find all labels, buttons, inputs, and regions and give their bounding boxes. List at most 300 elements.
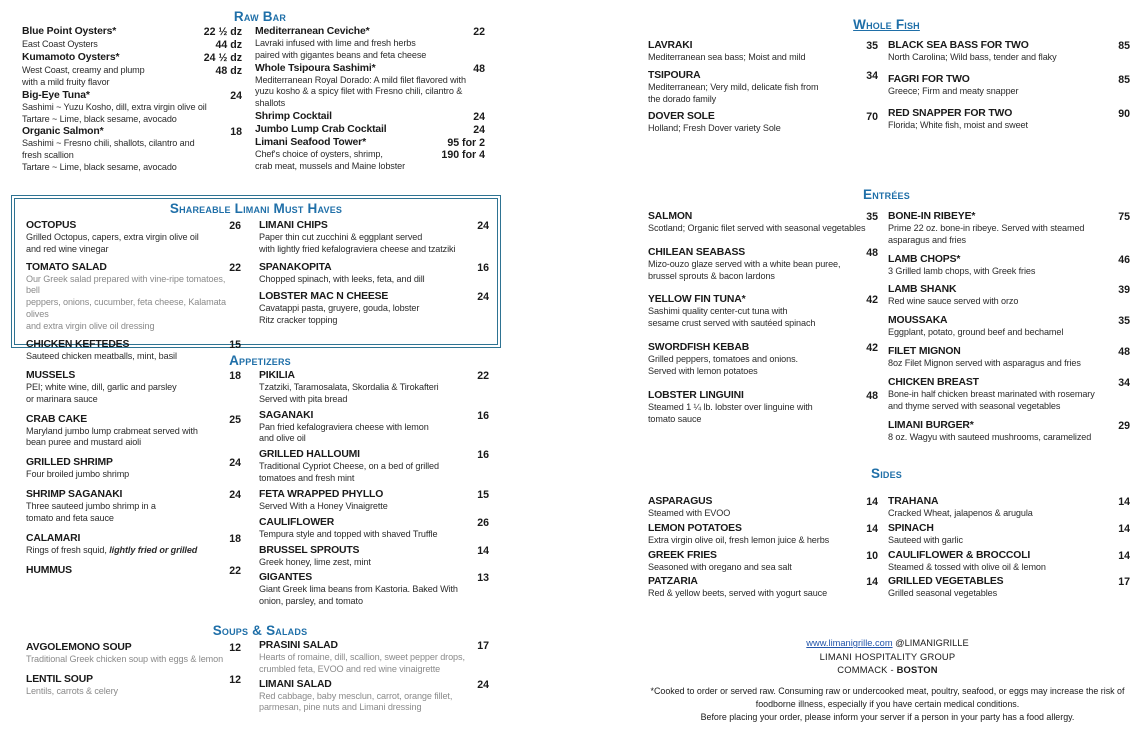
menu-item-price: 34 [1118, 376, 1130, 389]
sides-right-column [888, 496, 1130, 603]
menu-item-name: ASPARAGUS [648, 496, 713, 507]
menu-item-price: 48 [1118, 346, 1130, 359]
menu-item-desc: Sashimi ~ Yuzu Kosho, dill, extra virgin olive oil [22, 101, 207, 112]
menu-item-desc: crab meat, mussels and Maine lobster [255, 161, 406, 172]
menu-item-desc-emphasis: lightly fried or grilled [106, 544, 198, 555]
section-title-must-haves: Shareable Limani Must Haves [169, 201, 343, 216]
menu-item-desc: Lavraki infused with lime and fresh herbs [255, 38, 416, 48]
menu-item-row [888, 40, 1130, 52]
menu-item-desc: or marinara sauce [26, 393, 98, 404]
menu-item-name: DOVER SOLE [648, 111, 715, 123]
menu-item-name: MOUSSAKA [888, 315, 948, 327]
menu-item [26, 220, 241, 256]
menu-item-row [648, 550, 878, 562]
menu-item [26, 262, 241, 333]
menu-item-desc: Cracked Wheat, jalapenos & arugula [888, 508, 1033, 518]
menu-item-name: West Coast, creamy and plump [22, 65, 145, 75]
menu-item-name: CALAMARI [26, 532, 81, 544]
menu-item-name: GRILLED VEGETABLES [888, 576, 1004, 588]
menu-item-row [255, 63, 485, 75]
menu-item-desc: Steamed & tossed with olive oil & lemon [888, 561, 1046, 572]
menu-item-name: BONE-IN RIBEYE* [888, 211, 976, 222]
menu-item-price: 24 [473, 111, 485, 124]
menu-item [22, 26, 242, 38]
menu-item-desc: Florida; White fish, moist and sweet [888, 119, 1028, 130]
menu-item-price: 14 [477, 544, 489, 557]
menu-item-name: Blue Point Oysters* [22, 26, 117, 37]
menu-item-name: LIMANI CHIPS [259, 220, 328, 231]
soups-salads-right-column [259, 640, 489, 717]
menu-item [259, 679, 489, 715]
menu-item-desc: and thyme served with seasonal vegetables [888, 400, 1061, 411]
menu-item-desc: Steamed with EVOO [648, 508, 731, 518]
menu-item [22, 90, 242, 126]
menu-item-row [22, 126, 242, 138]
menu-item-desc: Three sauteed jumbo shrimp in a [26, 501, 156, 512]
menu-item [26, 370, 241, 406]
menu-item-price: 48 [866, 389, 878, 402]
menu-item-price: 35 [866, 40, 878, 52]
entrees-right-column [888, 211, 1130, 450]
locations-line [640, 664, 1135, 675]
menu-item-price: 22 [473, 26, 485, 38]
menu-item-price: 26 [229, 220, 241, 232]
menu-item-price: 24 ½ dz [203, 52, 242, 64]
disclaimer-line-2: foodborne illness, especially if you have certain medical conditions. [755, 698, 1020, 709]
menu-item-price: 12 [229, 642, 241, 654]
menu-item-desc: Traditional Greek chicken soup with eggs & lemon [26, 654, 224, 664]
menu-item-name: CHILEAN SEABASS [648, 246, 746, 258]
menu-item-price: 16 [477, 449, 489, 462]
menu-item-desc: Tzatziki, Taramosalata, Skordalia & Tirokafteri [259, 382, 439, 392]
menu-item-row [22, 26, 242, 38]
menu-item-row [259, 291, 489, 303]
menu-item-price: 13 [477, 572, 489, 585]
menu-item-desc: Red & yellow beets, served with yogurt sauce [648, 588, 828, 599]
entrees-left-column [648, 211, 878, 437]
menu-item-price: 18 [229, 532, 241, 545]
section-must-haves [14, 202, 498, 217]
menu-item-desc: 3 Grilled lamb chops, with Greek fries [888, 265, 1036, 276]
menu-item-desc: 8 oz. Wagyu with sauteed mushrooms, caramelized [888, 431, 1092, 442]
menu-item-desc: with lightly fried kefalograviera cheese and tzatziki [259, 243, 456, 254]
menu-item-row [648, 294, 878, 306]
menu-item-name: Whole Tsipoura Sashimi* [255, 62, 376, 74]
menu-item-desc: Paper thin cut zucchini & eggplant served [259, 232, 423, 242]
menu-item-desc: Pan fried kefalograviera cheese with lemon [259, 421, 429, 432]
menu-item-name: PIKILIA [259, 370, 295, 381]
menu-item-price: 22 [477, 370, 489, 382]
menu-item [888, 576, 1130, 600]
menu-item-price: 17 [1118, 576, 1130, 589]
menu-item [648, 550, 878, 574]
menu-item-price: 29 [1118, 419, 1130, 432]
menu-item-price: 22 [229, 564, 241, 577]
menu-item-desc: Greece; Firm and meaty snapper [888, 85, 1019, 96]
menu-item-desc: Holland; Fresh Dover variety Sole [648, 123, 781, 134]
menu-item-desc: yuzu kosho & a spicy filet with Fresno chili, cilantro & [255, 86, 463, 97]
menu-item-desc: Our Greek salad prepared with vine-ripe tomatoes, bell [26, 273, 226, 296]
menu-item-name: SALMON [648, 211, 693, 222]
menu-item-price: 24 [477, 678, 489, 691]
menu-item [26, 565, 241, 577]
menu-item-desc: Greek honey, lime zest, mint [259, 556, 371, 567]
section-title-entrees: Entrées [863, 187, 910, 202]
menu-item-desc: PEI; white wine, dill, garlic and parsley [26, 382, 177, 392]
menu-item [255, 26, 485, 62]
menu-item-row [888, 420, 1130, 432]
menu-item-row [22, 65, 242, 77]
menu-item-name: LENTIL SOUP [26, 673, 93, 685]
menu-item-row [888, 346, 1130, 358]
menu-item [255, 63, 485, 110]
menu-item-desc: Maryland jumbo lump crabmeat served with [26, 425, 198, 436]
footer-web-line [640, 638, 1135, 648]
menu-item-row [888, 211, 1130, 223]
menu-item-row [888, 523, 1130, 535]
section-title-appetizers: Appetizers [229, 353, 291, 368]
menu-item-name: LOBSTER MAC N CHEESE [259, 291, 389, 303]
menu-item-row [255, 111, 485, 123]
menu-item-desc: Traditional Cypriot Cheese, on a bed of grilled [259, 461, 439, 472]
menu-item-row [22, 39, 242, 51]
menu-item-desc: Chef's choice of oysters, shrimp, [255, 149, 383, 160]
menu-item-price: 25 [229, 413, 241, 426]
section-soups-salads [0, 624, 520, 639]
menu-item-price: 14 [866, 522, 878, 535]
menu-item-name: LOBSTER LINGUINI [648, 389, 744, 401]
menu-item-name: BRUSSEL SPROUTS [259, 544, 360, 556]
menu-item-row [259, 545, 489, 557]
menu-item [259, 572, 489, 608]
menu-item-desc: Served with pita bread [259, 393, 348, 404]
menu-item-desc: Mediterranean; Very mild, delicate fish from [648, 81, 819, 92]
website-link[interactable]: www.limanigrille.com [806, 638, 893, 648]
menu-item-desc: Mediterranean Royal Dorado: A mild filet flavored with [255, 74, 466, 85]
menu-item-name: FILET MIGNON [888, 346, 961, 358]
menu-item-price: 14 [1118, 522, 1130, 535]
menu-item [259, 545, 489, 569]
location-commack: COMMACK - [837, 664, 897, 675]
menu-item-price: 24 [473, 124, 485, 137]
section-title-sides: Sides [870, 466, 902, 481]
menu-item [22, 39, 242, 51]
menu-item-row [259, 370, 489, 382]
menu-item [259, 370, 489, 406]
menu-item-row [26, 339, 241, 351]
disclaimer-line-1: *Cooked to order or served raw. Consuming raw or undercooked meat, poultry, seafood, or eggs may increase the risk of [650, 686, 1125, 696]
menu-item-row [26, 220, 241, 232]
menu-item-name: Shrimp Cocktail [255, 111, 332, 123]
menu-item-price: 10 [866, 549, 878, 562]
menu-item-row [888, 108, 1130, 120]
menu-item-price: 24 [229, 489, 241, 502]
menu-item [648, 294, 878, 330]
menu-item-price: 18 [229, 370, 241, 382]
menu-item-desc: with a mild fruity flavor [22, 77, 110, 87]
menu-item-row [259, 220, 489, 232]
menu-item-desc: sesame crust served with sautéed spinach [648, 318, 816, 329]
menu-item-price: 70 [866, 111, 878, 124]
menu-item-name: TOMATO SALAD [26, 261, 107, 273]
section-entrees [635, 188, 1138, 203]
menu-item-name: Organic Salmon* [22, 126, 104, 138]
menu-item-row [888, 576, 1130, 588]
menu-item-desc: and olive oil [259, 433, 306, 444]
menu-item-row [22, 52, 242, 64]
menu-item-name: YELLOW FIN TUNA* [648, 294, 746, 306]
menu-item [648, 247, 878, 283]
menu-item-name: AVGOLEMONO SOUP [26, 642, 132, 653]
menu-item-name: TSIPOURA [648, 69, 701, 81]
menu-item-name: FETA WRAPPED PHYLLO [259, 488, 384, 500]
appetizers-left-column [26, 370, 241, 585]
menu-item-price: 12 [229, 673, 241, 686]
menu-item-desc-row [255, 149, 485, 161]
menu-item-price: 35 [1118, 315, 1130, 328]
hospitality-group: LIMANI HOSPITALITY GROUP [819, 651, 956, 662]
menu-item-row [888, 284, 1130, 296]
menu-item-price: 22 ½ dz [203, 26, 242, 38]
soups-salads-left-column [26, 642, 241, 706]
menu-item [259, 262, 489, 286]
menu-item-price: 22 [229, 261, 241, 274]
menu-item [259, 449, 489, 485]
section-sides [635, 467, 1138, 482]
menu-item [259, 640, 489, 676]
menu-item-desc: Red wine sauce served with orzo [888, 296, 1019, 307]
disclaimer-line-3: Before placing your order, please inform your server if a person in your party has a food allergy. [700, 711, 1075, 722]
menu-item-row [26, 457, 241, 469]
menu-item [648, 390, 878, 426]
menu-item-row [888, 550, 1130, 562]
menu-item [26, 674, 241, 698]
menu-item-desc: tomatoes and fresh mint [259, 473, 355, 484]
menu-item-row [259, 262, 489, 274]
menu-item-name: FAGRI FOR TWO [888, 73, 970, 85]
menu-item [255, 111, 485, 123]
menu-item-name: CAULIFLOWER [259, 516, 335, 528]
menu-item-name: Jumbo Lump Crab Cocktail [255, 124, 387, 136]
menu-item-desc: Mediterranean sea bass; Moist and mild [648, 52, 806, 62]
menu-item [26, 642, 241, 666]
menu-item-row [648, 342, 878, 354]
appetizers-right-column [259, 370, 489, 612]
menu-item-name: Mediterranean Ceviche* [255, 26, 370, 37]
menu-item-name: SWORDFISH KEBAB [648, 342, 750, 354]
menu-item-desc: Red cabbage, baby mesclun, carrot, orange fillet, [259, 690, 453, 701]
menu-item-price: 44 dz [215, 39, 242, 51]
menu-item [888, 40, 1130, 64]
menu-item [888, 211, 1130, 247]
menu-item-price: 48 [866, 246, 878, 259]
menu-item-price: 14 [1118, 496, 1130, 508]
menu-item [22, 126, 242, 173]
menu-item-name: SPANAKOPITA [259, 261, 332, 273]
menu-item-row [26, 533, 241, 545]
menu-item-price: 24 [477, 291, 489, 304]
menu-item-name: HUMMUS [26, 564, 72, 576]
whole-fish-left-column [648, 40, 878, 141]
menu-item-desc: crumbled feta, EVOO and red wine vinaigrette [259, 663, 441, 674]
menu-item-price: 14 [1118, 549, 1130, 562]
menu-item-row [255, 124, 485, 136]
menu-item-row [888, 377, 1130, 389]
menu-item [259, 291, 489, 327]
menu-item-desc: Grilled Octopus, capers, extra virgin olive oil [26, 232, 199, 242]
menu-item-price: 14 [866, 496, 878, 508]
menu-item-price: 17 [477, 640, 489, 652]
menu-item-price: 24 [229, 457, 241, 470]
menu-item-row [648, 390, 878, 402]
menu-item [888, 108, 1130, 132]
menu-item-row [26, 489, 241, 501]
menu-item [26, 414, 241, 450]
menu-item-desc: bean puree and mustard aioli [26, 437, 141, 448]
menu-item-row [26, 642, 241, 654]
menu-item-price: 90 [1118, 107, 1130, 120]
section-appetizers [0, 354, 520, 369]
menu-item-row [255, 26, 485, 38]
menu-item-desc: Four broiled jumbo shrimp [26, 469, 130, 480]
menu-item-desc: shallots [255, 98, 286, 109]
menu-item [648, 40, 878, 64]
sides-left-column [648, 496, 878, 603]
menu-item [648, 342, 878, 378]
menu-item [648, 576, 878, 600]
must-haves-left-column [26, 220, 241, 369]
menu-item-desc: Grilled peppers, tomatoes and onions. [648, 354, 798, 365]
menu-item-desc: Extra virgin olive oil, fresh lemon juice & herbs [648, 534, 830, 545]
menu-item-desc: asparagus and fries [888, 234, 966, 245]
menu-item [648, 496, 878, 520]
section-title-raw-bar: Raw Bar [233, 9, 287, 24]
menu-item-price: 16 [477, 409, 489, 422]
menu-item-name: SAGANAKI [259, 409, 314, 421]
menu-item-name: LAMB SHANK [888, 284, 957, 296]
menu-item-row [26, 262, 241, 274]
menu-item-row [259, 572, 489, 584]
menu-item [648, 111, 878, 135]
menu-item [888, 420, 1130, 444]
menu-item-price: 14 [866, 576, 878, 589]
menu-item-price: 75 [1118, 211, 1130, 223]
menu-item-row [26, 565, 241, 577]
menu-item-desc: and red wine vinegar [26, 243, 109, 254]
menu-item-desc: Steamed 1 ¼ lb. lobster over linguine with [648, 401, 813, 412]
menu-item-desc: Hearts of romaine, dill, scallion, sweet pepper drops, [259, 652, 465, 662]
menu-item [888, 74, 1130, 98]
menu-item-name: GRILLED HALLOUMI [259, 449, 360, 461]
menu-item-desc: 8oz Filet Mignon served with asparagus and fries [888, 358, 1081, 369]
whole-fish-right-column [888, 40, 1130, 141]
menu-item [22, 65, 242, 89]
menu-item-desc: Sauteed with garlic [888, 534, 963, 545]
section-title-whole-fish: Whole Fish [853, 17, 920, 32]
menu-item-name: TRAHANA [888, 496, 939, 507]
menu-item-name: LIMANI BURGER* [888, 419, 974, 431]
menu-item-desc: tomato sauce [648, 413, 702, 424]
menu-item [888, 496, 1130, 520]
menu-item-name: LEMON POTATOES [648, 522, 742, 534]
menu-item-price: 16 [477, 261, 489, 274]
menu-item-desc: Served With a Honey Vinaigrette [259, 500, 388, 511]
menu-item-row [259, 517, 489, 529]
menu-item-desc: Ritz cracker topping [259, 315, 338, 326]
menu-item-name: Kumamoto Oysters* [22, 52, 120, 63]
menu-item [888, 377, 1130, 413]
disclaimer [640, 685, 1135, 724]
menu-item-price: 42 [866, 294, 878, 307]
menu-item-row [648, 40, 878, 52]
menu-item-desc: onion, parsley, and tomato [259, 596, 363, 607]
menu-item-row [255, 137, 485, 149]
menu-item [888, 254, 1130, 278]
menu-item-row [648, 523, 878, 535]
menu-item-name: CAULIFLOWER & BROCCOLI [888, 549, 1031, 561]
menu-item-desc: Grilled seasonal vegetables [888, 588, 998, 599]
menu-item [259, 220, 489, 256]
menu-item [888, 550, 1130, 574]
menu-item-name: LAVRAKI [648, 40, 693, 51]
menu-item [255, 137, 485, 173]
menu-item-row [648, 576, 878, 588]
menu-item-price: 15 [477, 488, 489, 501]
raw-bar-right-column [255, 26, 485, 174]
menu-item [259, 410, 489, 446]
menu-item-name: RED SNAPPER FOR TWO [888, 107, 1013, 119]
menu-item-name: GIGANTES [259, 572, 313, 584]
menu-item [888, 523, 1130, 547]
menu-item-desc: Cavatappi pasta, gruyere, gouda, lobster [259, 303, 420, 314]
menu-item [26, 533, 241, 557]
menu-item-desc: fresh scallion [22, 150, 74, 161]
menu-item-name: LAMB CHOPS* [888, 253, 961, 265]
menu-item-row [648, 111, 878, 123]
menu-item [648, 211, 878, 235]
menu-item-name: SHRIMP SAGANAKI [26, 489, 123, 501]
menu-item-desc: Giant Greek lima beans from Kastoria. Baked With [259, 584, 458, 595]
menu-item-desc: Eggplant, potato, ground beef and bechamel [888, 327, 1064, 338]
menu-item-desc: peppers, onions, cucumber, feta cheese, Kalamata olives [26, 297, 226, 320]
menu-item-name: OCTOPUS [26, 220, 77, 231]
menu-item-row [888, 315, 1130, 327]
social-handle: @LIMANIGRILLE [895, 638, 969, 648]
menu-item-row [22, 90, 242, 102]
menu-item [259, 517, 489, 541]
menu-item-row [259, 410, 489, 422]
menu-item-price: 85 [1118, 73, 1130, 86]
menu-item [648, 70, 878, 106]
menu-item-price: 34 [866, 69, 878, 82]
menu-item-row [259, 679, 489, 691]
menu-item-desc: Served with lemon potatoes [648, 365, 758, 376]
menu-item-name: Limani Seafood Tower* [255, 137, 366, 149]
menu-item-name: GRILLED SHRIMP [26, 457, 113, 469]
section-title-soups-salads: Soups & Salads [212, 623, 308, 638]
menu-item [648, 523, 878, 547]
menu-item [22, 52, 242, 64]
menu-item-row [259, 449, 489, 461]
menu-item-price: 48 [473, 62, 485, 75]
menu-item-secondary-price: 190 for 4 [441, 149, 485, 162]
menu-item-desc: paired with gigantes beans and feta cheese [255, 49, 427, 60]
section-raw-bar [0, 10, 520, 25]
menu-item [888, 284, 1130, 308]
menu-item-price: 39 [1118, 284, 1130, 297]
menu-item [26, 457, 241, 481]
menu-item-name: SPINACH [888, 522, 934, 534]
